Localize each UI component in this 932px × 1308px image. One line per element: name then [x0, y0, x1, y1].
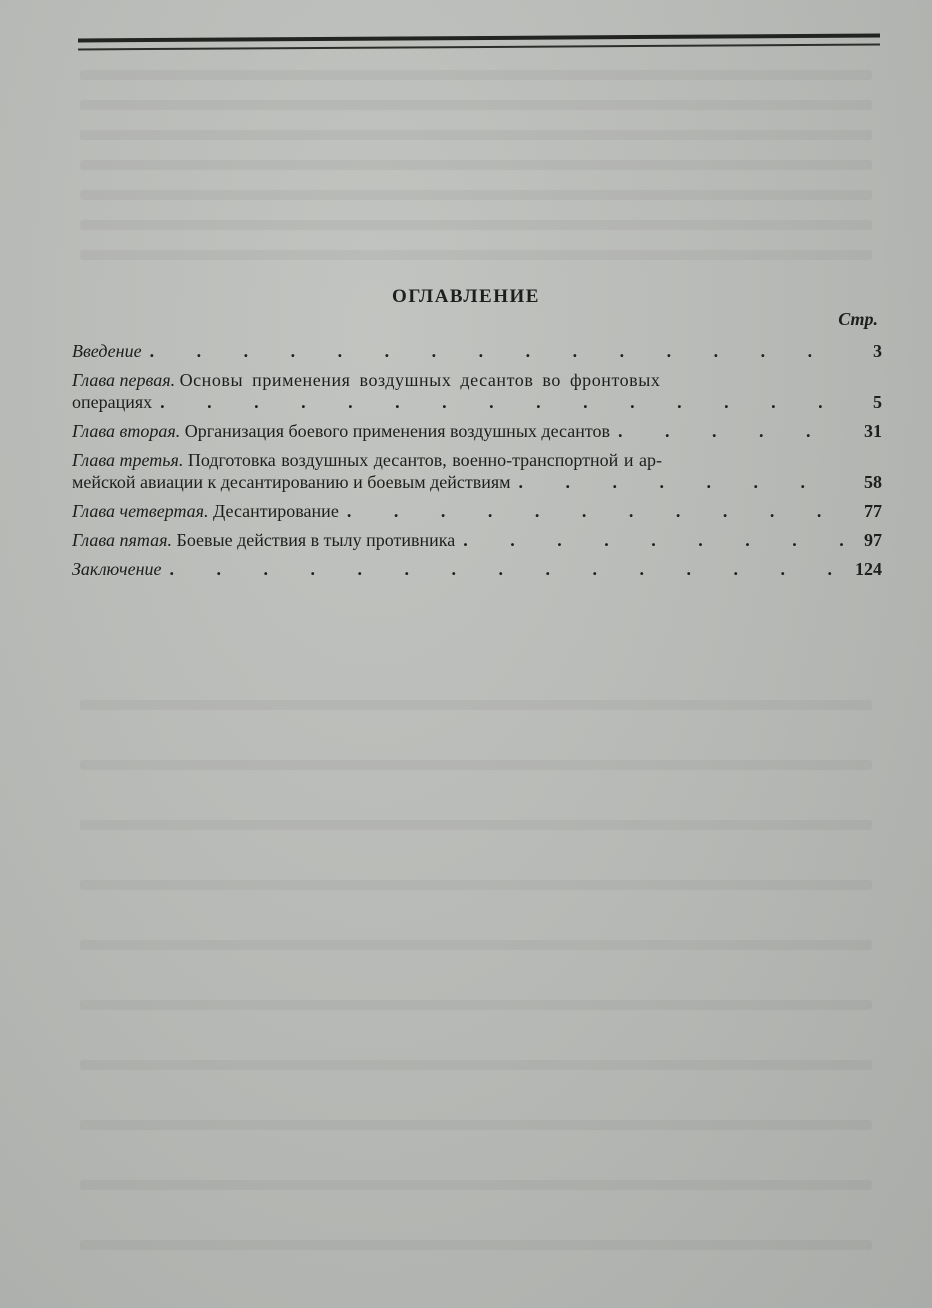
toc-entry-label: Заключение	[72, 559, 162, 579]
bleed-through	[80, 160, 872, 170]
toc-entry-label: Введение	[72, 341, 142, 361]
header-rule-thin	[78, 44, 880, 51]
page-column-label: Стр.	[838, 309, 878, 329]
toc-entry-label: Глава четвертая.	[72, 501, 209, 521]
toc-entry-title: Организация боевого применения воздушных десантов	[184, 421, 610, 441]
toc-entry-title-continued: операциях	[72, 392, 153, 412]
dot-leader	[519, 471, 848, 493]
bleed-through	[80, 250, 872, 260]
dot-leader	[463, 529, 848, 551]
toc-entry-label: Глава третья.	[72, 450, 184, 470]
bleed-through	[80, 1120, 872, 1130]
toc-page-number: 31	[864, 421, 882, 441]
bleed-through	[80, 820, 872, 830]
toc-page-number: 58	[864, 472, 882, 492]
toc-entry-chapter-5[interactable]	[72, 529, 882, 551]
toc-entry-title: Основы применения воздушных десантов во фронтовых	[179, 370, 661, 390]
toc-page-number: 97	[864, 530, 882, 550]
toc-entry-label: Глава вторая.	[72, 421, 181, 441]
bleed-through	[80, 940, 872, 950]
bleed-through	[80, 760, 872, 770]
bleed-through	[80, 190, 872, 200]
bleed-through	[80, 100, 872, 110]
header-rule-thick	[78, 34, 880, 43]
bleed-through	[80, 70, 872, 80]
bleed-through	[80, 700, 872, 710]
toc-entry-chapter-1[interactable]	[72, 369, 882, 413]
toc-entry-label: Глава первая.	[72, 370, 176, 390]
toc-entry-title-continued: мейской авиации к десантированию и боевым действиям	[72, 472, 511, 492]
toc-title: ОГЛАВЛЕНИЕ	[392, 286, 540, 307]
bleed-through	[80, 1060, 872, 1070]
dot-leader	[150, 340, 848, 362]
toc-entry-conclusion[interactable]	[72, 558, 882, 580]
dot-leader	[618, 420, 848, 442]
toc-entry-chapter-4[interactable]	[72, 500, 882, 522]
toc-page-number: 124	[855, 559, 882, 579]
toc-entry-title: Подготовка воздушных десантов, военно-транспортной и ар-	[187, 450, 662, 470]
toc-entry-title: Десантирование	[213, 501, 339, 521]
dot-leader	[170, 558, 849, 580]
dot-leader	[347, 500, 848, 522]
bleed-through	[80, 1000, 872, 1010]
toc-page-number: 5	[873, 392, 882, 412]
toc-entry-chapter-2[interactable]	[72, 420, 882, 442]
toc-list	[72, 340, 882, 587]
bleed-through	[80, 130, 872, 140]
toc-page-number: 77	[864, 501, 882, 521]
toc-entry-title: Боевые действия в тылу противника	[176, 530, 456, 550]
toc-entry-introduction[interactable]	[72, 340, 882, 362]
toc-entry-chapter-3[interactable]	[72, 449, 882, 493]
dot-leader	[160, 391, 848, 413]
toc-entry-label: Глава пятая.	[72, 530, 172, 550]
bleed-through	[80, 1240, 872, 1250]
bleed-through	[80, 1180, 872, 1190]
bleed-through	[80, 880, 872, 890]
bleed-through	[80, 220, 872, 230]
toc-page-number: 3	[873, 341, 882, 361]
